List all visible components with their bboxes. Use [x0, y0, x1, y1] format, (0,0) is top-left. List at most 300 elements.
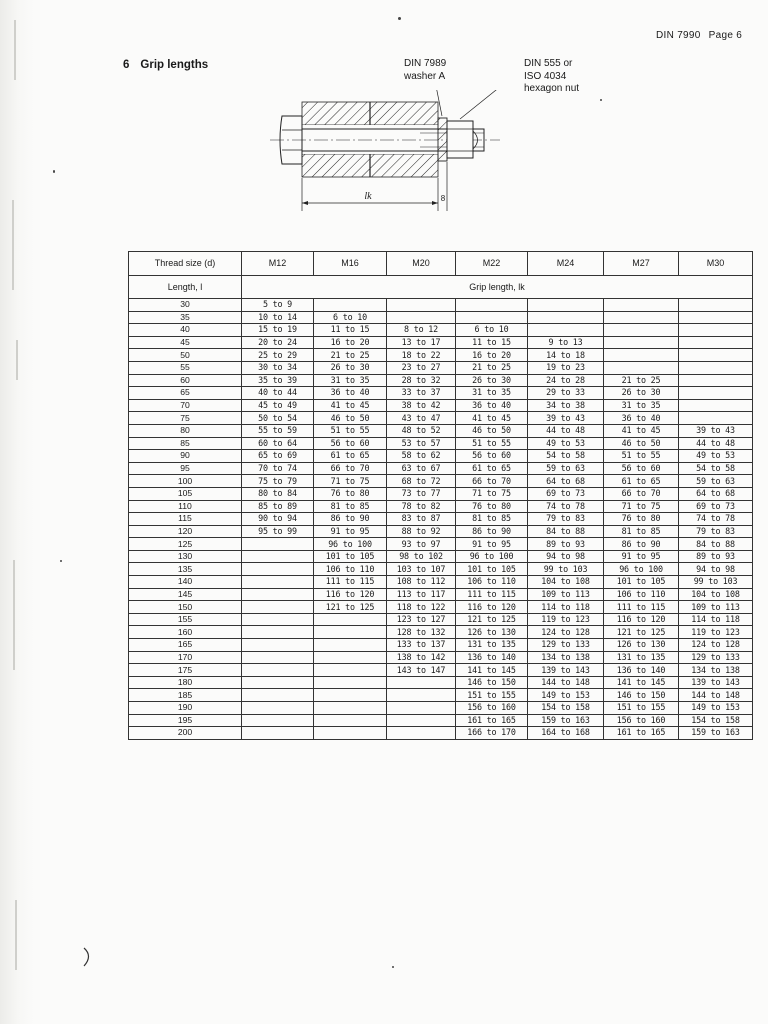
- grip-range-cell: 151 to 155: [604, 702, 679, 715]
- section-number: 6: [123, 59, 130, 71]
- grip-length-symbol: lk: [364, 191, 372, 202]
- grip-range-cell: 68 to 72: [387, 475, 456, 488]
- grip-range-cell: 106 to 110: [314, 563, 387, 576]
- table-row: [129, 324, 753, 337]
- grip-range-cell: 69 to 73: [679, 500, 753, 513]
- grip-range-cell: 48 to 52: [387, 424, 456, 437]
- grip-range-cell: 93 to 97: [387, 538, 456, 551]
- table-row: [129, 387, 753, 400]
- table-row: [129, 538, 753, 551]
- grip-range-cell: [528, 324, 604, 337]
- grip-range-cell: 101 to 105: [314, 550, 387, 563]
- grip-range-cell: 113 to 117: [387, 588, 456, 601]
- grip-range-cell: [528, 311, 604, 324]
- grip-range-cell: [387, 676, 456, 689]
- table-row: [129, 361, 753, 374]
- grip-range-cell: [242, 702, 314, 715]
- grip-range-cell: 50 to 54: [242, 412, 314, 425]
- grip-range-cell: 129 to 133: [528, 639, 604, 652]
- grip-range-cell: 124 to 128: [679, 639, 753, 652]
- grip-range-cell: [314, 714, 387, 727]
- grip-range-cell: 161 to 165: [456, 714, 528, 727]
- grip-range-cell: 111 to 115: [604, 601, 679, 614]
- table-row: [129, 613, 753, 626]
- grip-range-cell: 95 to 99: [242, 525, 314, 538]
- grip-range-cell: 133 to 137: [387, 639, 456, 652]
- table-row: [129, 424, 753, 437]
- grip-range-cell: 31 to 35: [456, 387, 528, 400]
- grip-range-cell: [679, 412, 753, 425]
- table-row: [129, 576, 753, 589]
- grip-range-cell: [242, 676, 314, 689]
- grip-range-cell: 109 to 113: [679, 601, 753, 614]
- page-number: Page 6: [708, 30, 743, 41]
- grip-range-cell: 43 to 47: [387, 412, 456, 425]
- grip-range-cell: 74 to 78: [679, 513, 753, 526]
- length-cell: 100: [129, 475, 242, 488]
- grip-range-cell: [314, 639, 387, 652]
- nut-callout: [524, 58, 579, 96]
- grip-range-cell: 156 to 160: [604, 714, 679, 727]
- grip-range-cell: 96 to 100: [314, 538, 387, 551]
- grip-range-cell: 146 to 150: [604, 689, 679, 702]
- grip-range-cell: 81 to 85: [604, 525, 679, 538]
- grip-range-cell: 106 to 110: [456, 576, 528, 589]
- grip-range-cell: 114 to 118: [679, 613, 753, 626]
- grip-range-cell: 159 to 163: [528, 714, 604, 727]
- length-cell: 150: [129, 601, 242, 614]
- length-cell: 195: [129, 714, 242, 727]
- section-title: Grip lengths: [140, 59, 209, 71]
- table-row: [129, 487, 753, 500]
- grip-range-cell: 21 to 25: [456, 361, 528, 374]
- grip-range-cell: 78 to 82: [387, 500, 456, 513]
- grip-range-cell: [604, 299, 679, 312]
- grip-range-cell: 83 to 87: [387, 513, 456, 526]
- table-row: [129, 714, 753, 727]
- grip-range-cell: [242, 664, 314, 677]
- grip-range-cell: 39 to 43: [679, 424, 753, 437]
- grip-range-cell: 64 to 68: [679, 487, 753, 500]
- grip-range-cell: 11 to 15: [456, 336, 528, 349]
- grip-range-cell: [314, 702, 387, 715]
- grip-range-cell: [242, 550, 314, 563]
- length-cell: 185: [129, 689, 242, 702]
- grip-range-cell: 109 to 113: [528, 588, 604, 601]
- grip-range-cell: [679, 387, 753, 400]
- grip-range-cell: [242, 714, 314, 727]
- grip-range-cell: 41 to 45: [314, 399, 387, 412]
- length-cell: 190: [129, 702, 242, 715]
- grip-range-cell: [314, 299, 387, 312]
- grip-range-cell: 96 to 100: [456, 550, 528, 563]
- length-cell: 115: [129, 513, 242, 526]
- grip-range-cell: 33 to 37: [387, 387, 456, 400]
- grip-range-cell: 164 to 168: [528, 727, 604, 740]
- grip-range-cell: 104 to 108: [528, 576, 604, 589]
- table-row: [129, 601, 753, 614]
- nut-callout-line: DIN 555 or: [524, 58, 573, 69]
- grip-range-cell: 51 to 55: [314, 424, 387, 437]
- grip-range-cell: 75 to 79: [242, 475, 314, 488]
- grip-range-cell: 54 to 58: [679, 462, 753, 475]
- grip-range-cell: 151 to 155: [456, 689, 528, 702]
- grip-range-cell: [528, 299, 604, 312]
- grip-range-cell: 159 to 163: [679, 727, 753, 740]
- grip-range-cell: [242, 613, 314, 626]
- grip-range-cell: 53 to 57: [387, 437, 456, 450]
- section-heading: [123, 59, 208, 71]
- table-row: [129, 462, 753, 475]
- grip-range-cell: 21 to 25: [604, 374, 679, 387]
- grip-range-cell: 126 to 130: [604, 639, 679, 652]
- grip-range-cell: 154 to 158: [528, 702, 604, 715]
- nut-callout-line: hexagon nut: [524, 83, 580, 94]
- grip-range-cell: 44 to 48: [528, 424, 604, 437]
- grip-range-cell: 86 to 90: [456, 525, 528, 538]
- grip-range-cell: [242, 626, 314, 639]
- table-row: [129, 702, 753, 715]
- grip-range-cell: [314, 727, 387, 740]
- grip-range-cell: 56 to 60: [314, 437, 387, 450]
- washer-callout-line: washer A: [404, 70, 446, 82]
- grip-range-cell: 103 to 107: [387, 563, 456, 576]
- page-reference: [656, 30, 742, 41]
- grip-range-cell: 71 to 75: [604, 500, 679, 513]
- grip-range-cell: 121 to 125: [604, 626, 679, 639]
- grip-range-cell: 46 to 50: [314, 412, 387, 425]
- grip-range-cell: [679, 299, 753, 312]
- scan-mark: [80, 946, 96, 970]
- grip-range-cell: 139 to 143: [679, 676, 753, 689]
- grip-range-cell: 86 to 90: [604, 538, 679, 551]
- length-cell: 125: [129, 538, 242, 551]
- length-cell: 160: [129, 626, 242, 639]
- grip-range-cell: 49 to 53: [528, 437, 604, 450]
- grip-range-cell: [604, 324, 679, 337]
- table-row: [129, 639, 753, 652]
- table-row: [129, 500, 753, 513]
- length-cell: 140: [129, 576, 242, 589]
- grip-range-cell: 74 to 78: [528, 500, 604, 513]
- grip-range-cell: 59 to 63: [528, 462, 604, 475]
- grip-range-cell: 89 to 93: [528, 538, 604, 551]
- grip-range-cell: 108 to 112: [387, 576, 456, 589]
- grip-range-cell: 129 to 133: [679, 651, 753, 664]
- grip-range-cell: [604, 361, 679, 374]
- grip-range-cell: [387, 299, 456, 312]
- grip-range-cell: [679, 324, 753, 337]
- grip-range-cell: 39 to 43: [528, 412, 604, 425]
- grip-range-cell: 136 to 140: [456, 651, 528, 664]
- table-row: [129, 475, 753, 488]
- length-column-header: Length, l: [129, 276, 242, 299]
- grip-range-cell: 66 to 70: [456, 475, 528, 488]
- grip-range-cell: 36 to 40: [456, 399, 528, 412]
- grip-range-cell: [242, 588, 314, 601]
- grip-range-cell: 14 to 18: [528, 349, 604, 362]
- grip-range-cell: 61 to 65: [314, 450, 387, 463]
- table-row: [129, 336, 753, 349]
- grip-range-cell: [679, 311, 753, 324]
- grip-range-cell: 76 to 80: [604, 513, 679, 526]
- standard-number: DIN 7990: [656, 30, 701, 41]
- grip-range-cell: 81 to 85: [456, 513, 528, 526]
- grip-range-cell: [314, 689, 387, 702]
- grip-range-cell: 91 to 95: [314, 525, 387, 538]
- grip-range-cell: 69 to 73: [528, 487, 604, 500]
- grip-range-cell: [314, 664, 387, 677]
- grip-range-cell: 121 to 125: [314, 601, 387, 614]
- length-cell: 40: [129, 324, 242, 337]
- length-cell: 180: [129, 676, 242, 689]
- hexagon-nut: [447, 121, 478, 158]
- table-row: [129, 727, 753, 740]
- grip-range-cell: [242, 651, 314, 664]
- table-row: [129, 676, 753, 689]
- grip-range-cell: 141 to 145: [456, 664, 528, 677]
- grip-range-cell: [387, 727, 456, 740]
- grip-range-cell: 21 to 25: [314, 349, 387, 362]
- grip-range-cell: 123 to 127: [387, 613, 456, 626]
- length-cell: 130: [129, 550, 242, 563]
- length-cell: 50: [129, 349, 242, 362]
- scan-left-edge: [0, 0, 34, 1024]
- grip-range-cell: 149 to 153: [528, 689, 604, 702]
- grip-range-cell: 99 to 103: [528, 563, 604, 576]
- grip-range-cell: [679, 374, 753, 387]
- table-row: [129, 349, 753, 362]
- grip-range-cell: [242, 576, 314, 589]
- grip-range-cell: [604, 349, 679, 362]
- grip-range-cell: 101 to 105: [456, 563, 528, 576]
- grip-range-cell: 30 to 34: [242, 361, 314, 374]
- grip-range-cell: 61 to 65: [604, 475, 679, 488]
- length-cell: 175: [129, 664, 242, 677]
- grip-range-cell: 131 to 135: [456, 639, 528, 652]
- grip-range-cell: 88 to 92: [387, 525, 456, 538]
- length-cell: 170: [129, 651, 242, 664]
- grip-range-cell: 29 to 33: [528, 387, 604, 400]
- grip-range-cell: 63 to 67: [387, 462, 456, 475]
- washer-thickness-label: 8: [440, 194, 446, 203]
- grip-range-cell: 99 to 103: [679, 576, 753, 589]
- grip-range-cell: [387, 702, 456, 715]
- grip-range-cell: 94 to 98: [528, 550, 604, 563]
- grip-length-table: [128, 251, 753, 740]
- grip-range-cell: 116 to 120: [456, 601, 528, 614]
- grip-range-cell: [604, 336, 679, 349]
- table-row: [129, 525, 753, 538]
- grip-range-cell: 121 to 125: [456, 613, 528, 626]
- grip-range-cell: 45 to 49: [242, 399, 314, 412]
- grip-range-cell: 134 to 138: [679, 664, 753, 677]
- grip-range-cell: 13 to 17: [387, 336, 456, 349]
- nut-leader: [460, 90, 500, 119]
- grip-range-cell: 146 to 150: [456, 676, 528, 689]
- grip-range-cell: 61 to 65: [456, 462, 528, 475]
- grip-range-cell: 16 to 20: [314, 336, 387, 349]
- grip-range-cell: 76 to 80: [456, 500, 528, 513]
- grip-range-cell: [456, 299, 528, 312]
- length-cell: 105: [129, 487, 242, 500]
- grip-range-cell: 41 to 45: [456, 412, 528, 425]
- grip-range-cell: 156 to 160: [456, 702, 528, 715]
- grip-range-cell: 6 to 10: [314, 311, 387, 324]
- grip-table-body: [129, 299, 753, 740]
- length-cell: 30: [129, 299, 242, 312]
- grip-range-cell: 154 to 158: [679, 714, 753, 727]
- grip-range-cell: 41 to 45: [604, 424, 679, 437]
- grip-range-cell: 26 to 30: [456, 374, 528, 387]
- size-column-header: M27: [604, 252, 679, 276]
- size-column-header: M22: [456, 252, 528, 276]
- grip-range-cell: 111 to 115: [314, 576, 387, 589]
- grip-range-cell: [604, 311, 679, 324]
- size-column-header: M30: [679, 252, 753, 276]
- grip-range-cell: 101 to 105: [604, 576, 679, 589]
- grip-range-cell: [242, 639, 314, 652]
- table-row: [129, 626, 753, 639]
- washer: [438, 118, 447, 161]
- grip-range-cell: 91 to 95: [456, 538, 528, 551]
- grip-range-cell: 44 to 48: [679, 437, 753, 450]
- grip-range-cell: 58 to 62: [387, 450, 456, 463]
- grip-range-cell: 66 to 70: [314, 462, 387, 475]
- grip-range-cell: 66 to 70: [604, 487, 679, 500]
- size-column-header: M20: [387, 252, 456, 276]
- length-cell: 85: [129, 437, 242, 450]
- grip-range-cell: 90 to 94: [242, 513, 314, 526]
- grip-range-cell: [314, 613, 387, 626]
- scan-speck: [600, 99, 602, 101]
- table-row: [129, 588, 753, 601]
- grip-range-cell: 141 to 145: [604, 676, 679, 689]
- grip-range-cell: [314, 626, 387, 639]
- grip-range-cell: 98 to 102: [387, 550, 456, 563]
- grip-range-cell: 73 to 77: [387, 487, 456, 500]
- grip-range-cell: 76 to 80: [314, 487, 387, 500]
- grip-range-cell: 23 to 27: [387, 361, 456, 374]
- grip-range-cell: 15 to 19: [242, 324, 314, 337]
- grip-range-cell: 20 to 24: [242, 336, 314, 349]
- table-row: [129, 311, 753, 324]
- grip-range-cell: 161 to 165: [604, 727, 679, 740]
- grip-range-cell: 31 to 35: [604, 399, 679, 412]
- length-cell: 120: [129, 525, 242, 538]
- length-cell: 60: [129, 374, 242, 387]
- grip-range-cell: [242, 563, 314, 576]
- bolt-assembly-drawing: [270, 90, 500, 215]
- grip-range-cell: 34 to 38: [528, 399, 604, 412]
- grip-range-cell: 60 to 64: [242, 437, 314, 450]
- length-cell: 45: [129, 336, 242, 349]
- length-cell: 35: [129, 311, 242, 324]
- grip-range-cell: 79 to 83: [679, 525, 753, 538]
- grip-range-cell: 128 to 132: [387, 626, 456, 639]
- grip-range-cell: 86 to 90: [314, 513, 387, 526]
- grip-range-cell: 71 to 75: [314, 475, 387, 488]
- grip-range-cell: 16 to 20: [456, 349, 528, 362]
- size-column-header: M24: [528, 252, 604, 276]
- length-cell: 110: [129, 500, 242, 513]
- grip-range-cell: [387, 689, 456, 702]
- nut-callout-line: ISO 4034: [524, 70, 567, 82]
- size-column-header: M12: [242, 252, 314, 276]
- washer-callout: [404, 58, 446, 83]
- table-row: [129, 412, 753, 425]
- grip-range-cell: [456, 311, 528, 324]
- grip-range-cell: [679, 336, 753, 349]
- grip-range-cell: 144 to 148: [528, 676, 604, 689]
- grip-range-cell: 116 to 120: [314, 588, 387, 601]
- grip-range-cell: [387, 311, 456, 324]
- grip-range-cell: 9 to 13: [528, 336, 604, 349]
- grip-range-cell: 149 to 153: [679, 702, 753, 715]
- table-row: [129, 664, 753, 677]
- thread-size-header: Thread size (d): [129, 252, 242, 276]
- grip-range-cell: 119 to 123: [528, 613, 604, 626]
- grip-range-cell: [242, 538, 314, 551]
- grip-range-cell: [242, 689, 314, 702]
- grip-range-cell: 8 to 12: [387, 324, 456, 337]
- grip-range-cell: [314, 651, 387, 664]
- grip-range-cell: 131 to 135: [604, 651, 679, 664]
- length-cell: 55: [129, 361, 242, 374]
- grip-range-cell: 19 to 23: [528, 361, 604, 374]
- grip-range-cell: [679, 361, 753, 374]
- grip-range-cell: 85 to 89: [242, 500, 314, 513]
- grip-range-cell: 104 to 108: [679, 588, 753, 601]
- length-cell: 165: [129, 639, 242, 652]
- grip-range-cell: 38 to 42: [387, 399, 456, 412]
- grip-range-cell: 96 to 100: [604, 563, 679, 576]
- grip-range-cell: 26 to 30: [314, 361, 387, 374]
- grip-range-cell: 55 to 59: [242, 424, 314, 437]
- grip-range-cell: 18 to 22: [387, 349, 456, 362]
- grip-range-cell: 106 to 110: [604, 588, 679, 601]
- grip-range-cell: 54 to 58: [528, 450, 604, 463]
- length-cell: 135: [129, 563, 242, 576]
- table-row: [129, 550, 753, 563]
- grip-range-cell: 166 to 170: [456, 727, 528, 740]
- grip-range-cell: 70 to 74: [242, 462, 314, 475]
- grip-range-cell: 24 to 28: [528, 374, 604, 387]
- grip-range-cell: 65 to 69: [242, 450, 314, 463]
- length-cell: 90: [129, 450, 242, 463]
- length-cell: 80: [129, 424, 242, 437]
- grip-range-cell: [679, 349, 753, 362]
- grip-range-cell: 51 to 55: [604, 450, 679, 463]
- length-cell: 145: [129, 588, 242, 601]
- grip-range-cell: 84 to 88: [528, 525, 604, 538]
- grip-length-header: Grip length, lk: [242, 276, 753, 299]
- grip-range-cell: 28 to 32: [387, 374, 456, 387]
- grip-range-cell: 59 to 63: [679, 475, 753, 488]
- washer-callout-line: DIN 7989: [404, 58, 447, 69]
- size-column-header: M16: [314, 252, 387, 276]
- grip-range-cell: 94 to 98: [679, 563, 753, 576]
- grip-range-cell: [679, 399, 753, 412]
- grip-range-cell: 36 to 40: [604, 412, 679, 425]
- grip-range-cell: 134 to 138: [528, 651, 604, 664]
- table-row: [129, 651, 753, 664]
- grip-range-cell: 116 to 120: [604, 613, 679, 626]
- grip-range-cell: 36 to 40: [314, 387, 387, 400]
- grip-range-cell: [314, 676, 387, 689]
- table-row: [129, 399, 753, 412]
- length-cell: 65: [129, 387, 242, 400]
